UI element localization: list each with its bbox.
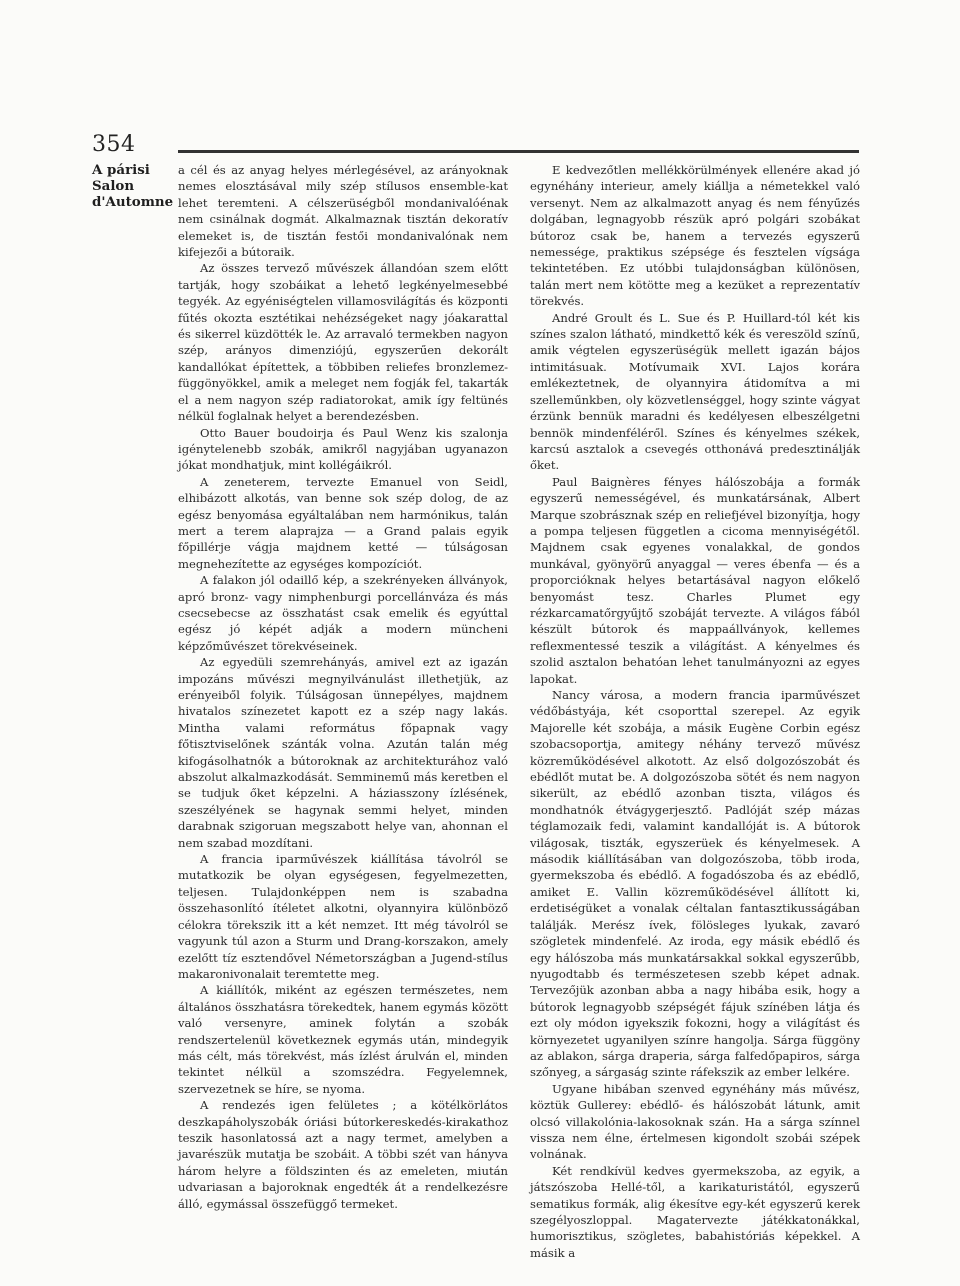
header-rule bbox=[178, 150, 859, 153]
section-title-line: d'Automne bbox=[92, 194, 174, 210]
paragraph: Ugyane hibában szenved egynéhány más művész, köztük Gullerey: ebédlő- és hálószobát látunk, amit olcsó villakolónia-lakosoknak szán. Ha a sárga színnel vissza nem élne, értelmesen kigondolt szobái szépek volnának. bbox=[530, 1081, 860, 1162]
left-column bbox=[178, 162, 508, 1212]
paragraph: E kedvezőtlen mellékkörülmények ellenére akad jó egynéhány interieur, amely kiállja a németekkel való versenyt. Nem az alkalmazott anyag és nem fényűzés dolgában, legnagyobb részük apró polgári szobákat bútoroz csak be, hanem a tervezés egyszerű nemessége, praktikus szépsége és fesztelen vígsága tekintetében. Ez utóbbi tulajdonságban különösen, talán mert nem kötötte meg a kezüket a reprezentatív törekvés. bbox=[530, 163, 860, 309]
section-title-line: A párisi bbox=[92, 162, 150, 178]
paragraph: A rendezés igen felületes ; a kötélkörlátos deszkapáholyszobák óriási bútorkereskedés-kirakathoz teszik hasonlatossá azt a nagy termet, amelyben a javarészük mutatja be szobáit. A többi szét van hányva három helyre a földszinten és az emeleten, miután udvariasan a bajoroknak engedték át a rendelkezésre álló, egymással összefüggő termeket. bbox=[178, 1098, 508, 1211]
paragraph: Az összes tervező művészek állandóan szem előtt tartják, hogy szobáikat a lehető legkényelmesebbé tegyék. Az egyéniségtelen villamosvilágítás és központi fűtés okozta esztétikai nehézségeket nagy jóakarattal és sikerrel küzdötték le. Az arravaló termekben nagyon szép, arányos dimenziójú, egyszerűen dekorált kandallókat építettek, a többiben reliefes bronzlemez-függönyökkel, amik a meleget nem fogják fel, takarták el a nem nagyon szép radiatorokat, amik így feltünés nélkül foglalnak helyet a berendezésben. bbox=[178, 261, 508, 424]
right-column bbox=[530, 162, 860, 1261]
paragraph: A zeneterem, tervezte Emanuel von Seidl, elhibázott alkotás, van benne sok szép dolog, de az egész benyomása egyáltalában nem harmónikus, talán mert a terem alaprajza — a Grand palais egyik főpillérje vágja majdnem ketté — túlságosan megnehezítette az egységes kompozíciót. bbox=[178, 474, 508, 571]
section-title bbox=[92, 162, 174, 210]
page-number: 354 bbox=[92, 132, 136, 157]
paragraph: André Groult és L. Sue és P. Huillard-tól két kis színes szalon látható, mindkettő kék és vereszöld színű, amik végtelen egyszerüségük mellett igazán bájos intimitásuak. Motívumaik XVI. Lajos korára emlékeztetnek, de olyannyira átidomítva a mi szelleműnkben, oly közvetlenséggel, hogy szinte vágyat érzünk bennük maradni és kedélyesen elbeszélgetni bennök mindenféléről. Színes és kényelmes székek, karcsú asztalok a csevegés otthonává predesztinálják őket. bbox=[530, 310, 860, 473]
paragraph: A kiállítók, miként az egészen természetes, nem általános összhatásra törekedtek, hanem egymás között való versenyre, aminek folytán a szobák rendszertelenül következnek egymás után, mindegyik más célt, más törekvést, más ízlést árulván el, minden tekintet nélkül a szomszédra. Fegyelemnek, szervezetnek se híre, se nyoma. bbox=[178, 983, 508, 1096]
section-title-line: Salon bbox=[92, 178, 135, 194]
paragraph: Két rendkívül kedves gyermekszoba, az egyik, a játszószoba Hellé-től, a karikaturistától, egyszerű sematikus formák, alig ékesítve egy-két egyszerű kerek szegélyoszloppal. Magatervezte játékkatonákkal, humorisztikus, szögletes, babahistóriás képekkel. A másik a bbox=[530, 1163, 860, 1260]
paragraph: Otto Bauer boudoirja és Paul Wenz kis szalonja igénytelenebb szobák, amikről nagyjában ugyanazon jókat mondhatjuk, mint kollégáikról. bbox=[178, 425, 508, 473]
paragraph: A francia iparművészek kiállítása távolról se mutatkozik be olyan egységesen, fegyelmezetten, teljesen. Tulajdonképpen nem is szabadna összehasonlító ítéletet alkotni, olyannyira különböző célokra törekszik itt a két nemzet. Itt még távolról se vagyunk túl azon a Sturm und Drang-korszakon, amely ezelőtt tíz esztendővel Németországban a Jugend-stílus makaronivonalait teremtette meg. bbox=[178, 852, 508, 981]
paragraph: Paul Baignères fényes hálószobája a formák egyszerű nemességével, és munkatársának, Albert Marque szobrásznak szép en reliefjével bizonyítja, hogy a pompa teljesen független a cicoma mennyiségétől. Majdnem csak egyenes vonalakkal, de gondos munkával, gyönyörű anyaggal — veres ébenfa — és a proporcióknak helyes betartásával nagyon előkelő benyomást tesz. Charles Plumet egy rézkarcamatőrgyűjtő szobáját tervezte. A világos fából készült bútorok és mappaállványok, kellemes reflexmentessé teszik a világítást. A kényelmes és szolid asztalon behatóan lehet tanulmányozni az egyes lapokat. bbox=[530, 474, 860, 686]
paragraph: A falakon jól odaillő kép, a szekrényeken állványok, apró bronz- vagy nimphenburgi porcellánváza és más csecsebecse az összhatást csak emelik és egyúttal egész jó képét adják a modern müncheni képzőművészet törekvéseinek. bbox=[178, 573, 508, 653]
paragraph: a cél és az anyag helyes mérlegésével, az arányoknak nemes elosztásával mily szép stílusos ensemble-kat lehet teremteni. A célszerüségből mondanivalóénak nem csinálnak dogmát. Alkalmaznak tisztán dekoratív elemeket is, de tisztán festői mondanivalónak nem kifejezői a bútoraik. bbox=[178, 163, 508, 260]
paragraph: Az egyedüli szemrehányás, amivel ezt az igazán impozáns művészi megnyilvánulást illethetjük, az erényeiből folyik. Túlságosan ünnepélyes, majdnem hivatalos színezetet kapott ez a szép nagy lakás. Mintha valami református főpapnak vagy főtisztviselőnek szánták volna. Azután talán még kifogásolhatnók a bútoroknak az architekturához való abszolut alkalmazkodását. Semminemű más keretben el se tudjuk őket képzelni. A háziasszony ízlésének, szeszélyének se hagynak semmi helyet, minden darabnak szigoruan megszabott helye van, ahonnan el nem szabad mozdítani. bbox=[178, 655, 508, 850]
paragraph: Nancy városa, a modern francia iparművészet védőbástyája, két csoporttal szerepel. Az egyik Majorelle két szobája, a másik Eugène Corbin egész szobacsoportja, amitegy néhány tervező művész közreműködésével alkotott. Az első dolgozószobát és ebédlőt mutat be. A dolgozószoba sötét és nem nagyon sikerült, az ebédlő azonban tiszta, világos és mondhatnók étvágygerjesztő. Padlóját szép mázas téglamozaik fedi, valamint kandallóját is. A bútorok világosak, tiszták, egyszerüek és kényelmesek. A második kiállításában van dolgozószoba, több iroda, gyermekszoba és ebédlő. A fogadószoba és az ebédlő, amiket E. Vallin közreműködésével állított ki, erdetiségüket a vonalak céltalan fantasztikusságában találják. Merész ívek, fölösleges lyukak, zavaró szögletek mindenfelé. Az iroda, egy másik ebédlő és egy hálószoba más munkatársakkal sokkal egyszerűbb, nyugodtabb és természetesen szebb képet adnak. Tervezőjük azonban abba a nagy hibába esik, hogy a bútorok legnagyobb szépségét fájuk színében látja és ezt oly módon igyekszik fokozni, hogy a világítást és környezetet ugyanilyen színre hangolja. Sárga függöny az ablakon, sárga draperia, sárga falfedőpapiros, sárga szőnyeg, a sárgaság szinte ráfekszik az ember lelkére. bbox=[530, 688, 860, 1080]
